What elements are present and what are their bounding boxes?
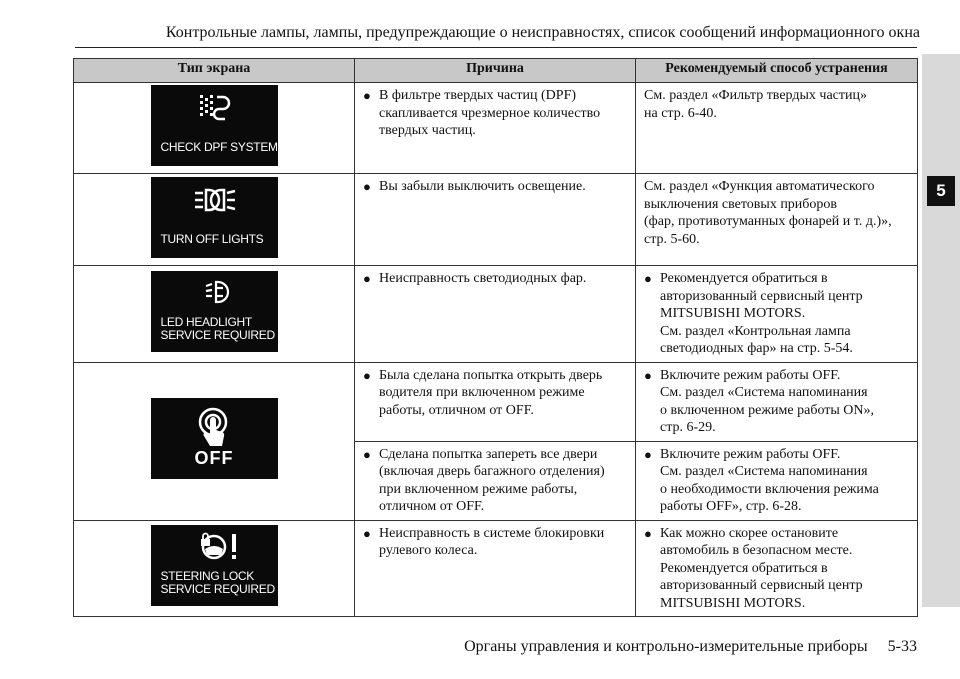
column-header-remedy: Рекомендуемый способ устранения <box>636 59 918 83</box>
dpf-filter-icon <box>197 93 233 123</box>
remedy-line: См. раздел «Система напоминания <box>660 385 868 400</box>
display-screen-led-headlight <box>151 271 278 352</box>
cause-cell <box>355 266 636 363</box>
cause-line: Вы забыли выключить освещение. <box>379 179 586 194</box>
remedy-line: MITSUBISHI MOTORS. <box>660 306 806 321</box>
cause-line: Неисправность в системе блокировки <box>379 525 605 541</box>
remedy-cell <box>636 174 918 266</box>
cause-line: скапливается чрезмерное количество <box>379 105 601 121</box>
remedy-line: Как можно скорее остановите <box>660 525 839 541</box>
remedy-line: на стр. 6-40. <box>644 105 717 121</box>
cause-cell <box>355 520 636 617</box>
bullet-icon: ● <box>363 271 371 286</box>
remedy-line: См. раздел «Фильтр твердых частиц» <box>644 88 867 103</box>
bullet-icon: ● <box>363 525 371 541</box>
screen-text-line: LED HEADLIGHT <box>160 314 252 329</box>
remedy-cell <box>636 83 918 174</box>
cause-line: при включенном режиме работы, <box>379 481 578 497</box>
remedy-cell <box>636 520 918 617</box>
cause-line: твердых частиц. <box>379 123 476 138</box>
header-divider <box>75 47 917 48</box>
screen-text-line: SERVICE REQUIRED <box>160 582 275 597</box>
led-headlight-icon <box>205 280 231 304</box>
bullet-icon: ● <box>363 367 371 383</box>
remedy-line: См. раздел «Система напоминания <box>660 464 868 479</box>
chapter-number: 5 <box>927 176 955 206</box>
screen-message-text <box>161 316 275 342</box>
remedy-line: Включите режим работы OFF. <box>660 446 841 462</box>
column-header-cause: Причина <box>355 59 636 83</box>
screen-message-text <box>161 570 275 596</box>
remedy-line: См. раздел «Функция автоматического <box>644 179 875 194</box>
remedy-line: См. раздел «Контрольная лампа <box>660 323 851 339</box>
cause-line: рулевого колеса. <box>379 543 478 558</box>
headlights-icon <box>193 187 237 213</box>
push-button-finger-icon <box>197 406 231 450</box>
bullet-icon: ● <box>363 88 371 103</box>
remedy-line: работы OFF», стр. 6-28. <box>660 499 802 514</box>
remedy-line: авторизованный сервисный центр <box>660 288 863 304</box>
remedy-line: Рекомендуется обратиться в <box>660 560 828 576</box>
screen-message-text: TURN OFF LIGHTS <box>160 231 264 246</box>
remedy-line: о необходимости включения режима <box>660 481 879 497</box>
screen-text-line: STEERING LOCK <box>160 569 254 584</box>
screen-cell <box>74 520 355 617</box>
remedy-line: Включите режим работы OFF. <box>660 367 841 383</box>
chapter-side-tab <box>922 54 960 607</box>
bullet-icon: ● <box>644 446 652 462</box>
table-row <box>74 174 918 266</box>
display-screen-steering-lock <box>151 525 278 606</box>
bullet-icon: ● <box>644 525 652 541</box>
bullet-icon: ● <box>363 179 371 194</box>
remedy-line: выключения световых приборов <box>644 196 838 212</box>
table-row <box>74 266 918 363</box>
remedy-cell <box>636 362 918 441</box>
cause-line: В фильтре твердых частиц (DPF) <box>379 88 577 103</box>
remedy-line: стр. 5-60. <box>644 231 700 247</box>
screen-text-line: SERVICE REQUIRED <box>160 327 275 342</box>
cause-cell <box>355 174 636 266</box>
table-row <box>74 520 918 617</box>
cause-line: работы, отличном от OFF. <box>379 402 534 418</box>
remedy-line: автомобиль в безопасном месте. <box>660 543 853 558</box>
cause-line: водителя при включенном режиме <box>379 385 585 400</box>
remedy-line: светодиодных фар» на стр. 5-54. <box>660 341 853 356</box>
screen-message-text: OFF <box>194 448 234 468</box>
column-header-screen-type: Тип экрана <box>74 59 355 83</box>
cause-line: Была сделана попытка открыть дверь <box>379 367 603 383</box>
remedy-cell <box>636 266 918 363</box>
messages-table <box>73 58 918 617</box>
screen-cell <box>74 266 355 363</box>
display-screen-lights <box>151 177 278 258</box>
cause-cell <box>355 441 636 520</box>
screen-cell <box>74 83 355 174</box>
bullet-icon: ● <box>644 367 652 383</box>
remedy-line: (фар, противотуманных фонарей и т. д.)», <box>644 214 892 229</box>
display-screen-dpf <box>151 85 278 166</box>
remedy-line: Рекомендуется обратиться в <box>660 271 828 286</box>
page-header-title: Контрольные лампы, лампы, предупреждающие о неисправностях, список сообщений информационного окна <box>165 24 920 41</box>
table-row <box>74 83 918 174</box>
cause-cell <box>355 83 636 174</box>
bullet-icon: ● <box>363 446 371 462</box>
steering-lock-warning-icon <box>199 531 241 563</box>
cause-cell <box>355 362 636 441</box>
table-header-row <box>74 59 918 83</box>
cause-line: (включая дверь багажного отделения) <box>379 464 605 479</box>
screen-message-text: CHECK DPF SYSTEM <box>160 140 278 154</box>
cause-line: Сделана попытка запереть все двери <box>379 446 598 462</box>
remedy-cell <box>636 441 918 520</box>
display-screen-off <box>151 398 278 479</box>
table-row <box>74 362 918 441</box>
remedy-line: о включенном режиме работы ON», <box>660 402 875 418</box>
cause-line: Неисправность светодиодных фар. <box>379 271 587 286</box>
remedy-line: авторизованный сервисный центр <box>660 578 863 593</box>
cause-line: отличном от OFF. <box>379 499 485 514</box>
remedy-line: MITSUBISHI MOTORS. <box>660 595 806 611</box>
bullet-icon: ● <box>644 271 652 286</box>
screen-cell <box>74 174 355 266</box>
screen-cell <box>74 362 355 520</box>
remedy-line: стр. 6-29. <box>660 420 716 435</box>
page-footer: Органы управления и контрольно-измерительные приборы 5-33 <box>464 638 917 655</box>
